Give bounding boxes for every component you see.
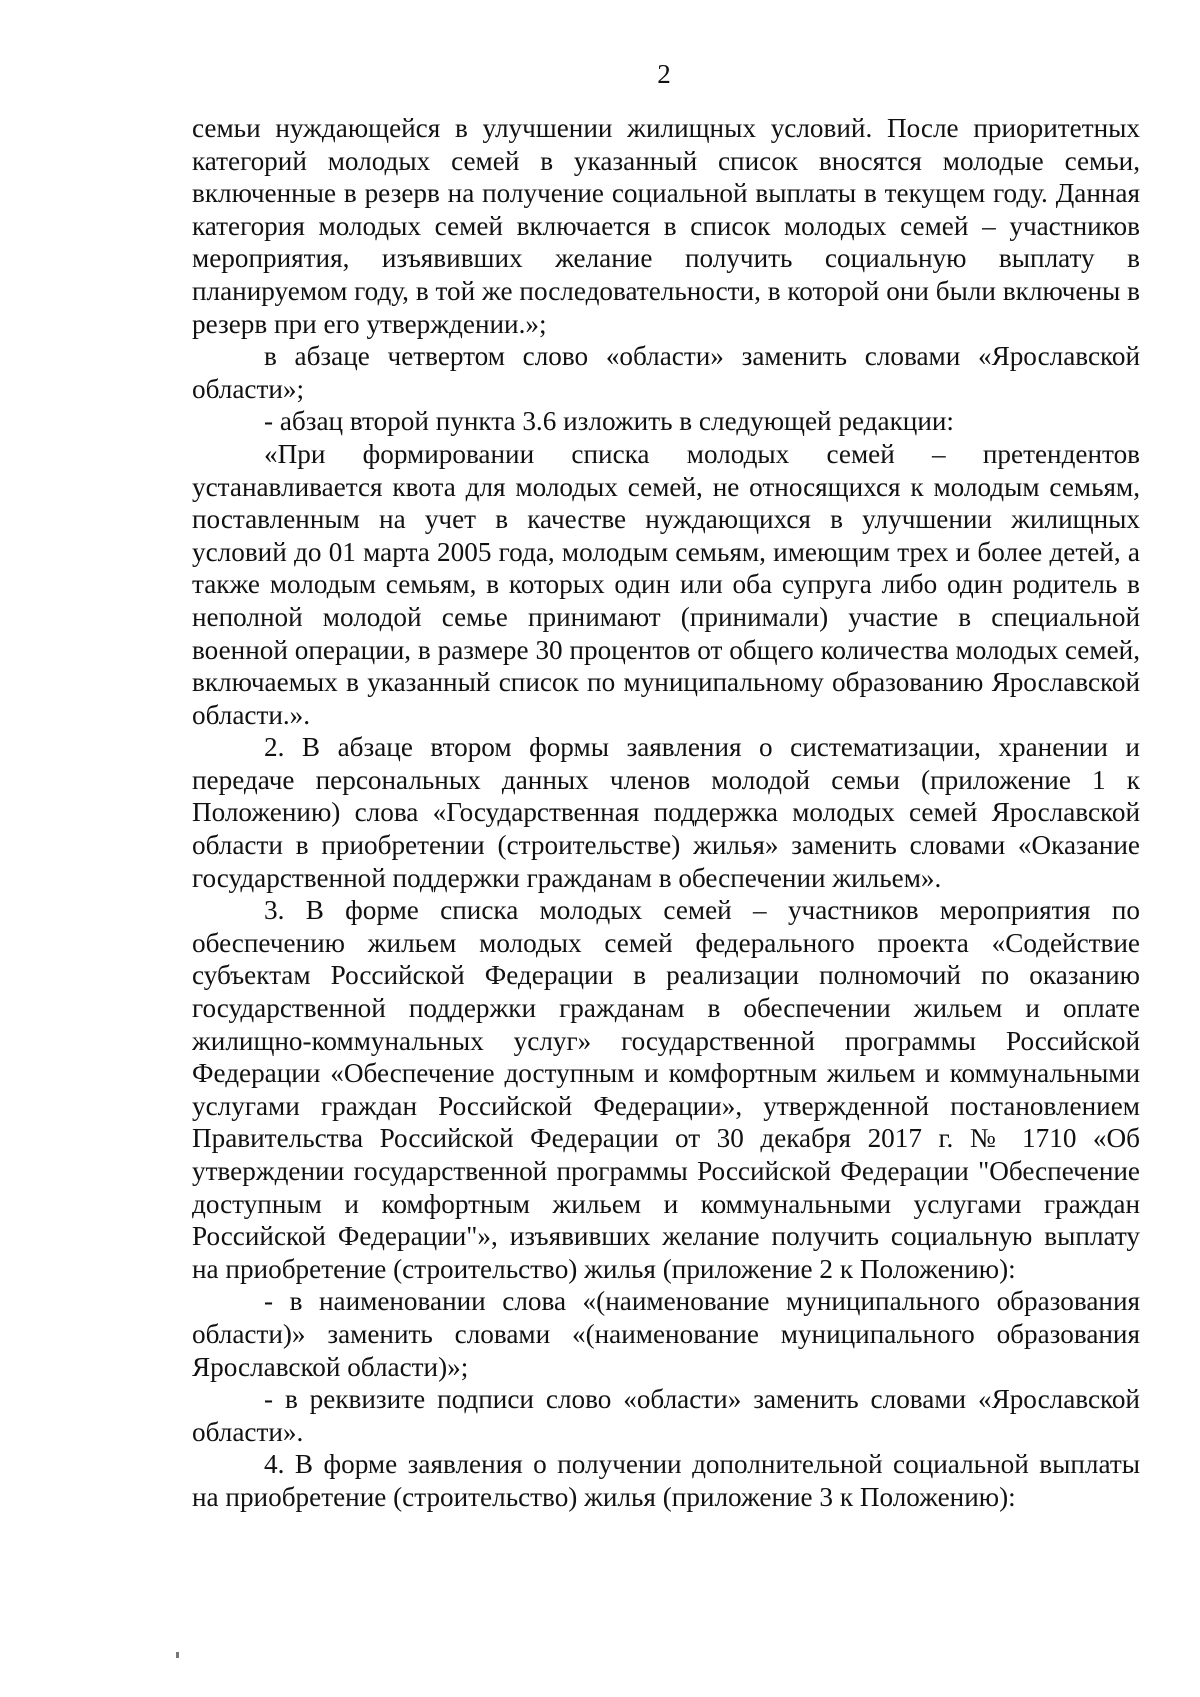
scan-mark [176, 1652, 179, 1658]
document-body [192, 112, 1140, 1514]
paragraph-continuation: семьи нуждающейся в улучшении жилищных условий. После приоритетных категорий молодых семей в указанный список вносятся молодые семьи, включенные в резерв на получение социальной выплаты в текущем году. Данная категория молодых семей включается в список молодых семей – участников мероприятия, изъявивших желание получить социальную выплату в планируемом году, в той же последовательности, в которой они были включены в резерв при его утверждении.»; [192, 113, 1140, 339]
paragraph-amendment-3-6: - абзац второй пункта 3.6 изложить в следующей редакции: [264, 406, 954, 437]
page-number: 2 [657, 59, 671, 89]
paragraph-amendment-4th-abzac: в абзаце четвертом слово «области» заменить словами «Ярославской области»; [192, 341, 1140, 404]
paragraph-item-4: 4. В форме заявления о получении дополнительной социальной выплаты на приобретение (строительство) жилья (приложение 3 к Положению): [192, 1449, 1140, 1512]
paragraph-item-3-naming: - в наименовании слова «(наименование муниципального образования области)» заменить словами «(наименование муниципального образования Ярославской области)»; [192, 1286, 1140, 1382]
paragraph-item-3-signature: - в реквизите подписи слово «области» заменить словами «Ярославской области». [192, 1384, 1140, 1447]
paragraph-item-3: 3. В форме списка молодых семей – участников мероприятия по обеспечению жильем молодых семей федерального проекта «Содействие субъектам Российской Федерации в реализации полномочий по оказанию государственной поддержки гражданам в обеспечении жильем и оплате жилищно-коммунальных услуг» государственной программы Российской Федерации «Обеспечение доступным и комфортным жильем и коммунальными услугами граждан Российской Федерации», утвержденной постановлением Правительства Российской Федерации от 30 декабря 2017 г. № 1710 «Об утверждении государственной программы Российской Федерации "Обеспечение доступным и комфортным жильем и коммунальными услугами граждан Российской Федерации"», изъявивших желание получить социальную выплату на приобретение (строительство) жилья (приложение 2 к Положению): [192, 895, 1140, 1284]
paragraph-quota-text: «При формировании списка молодых семей – претендентов устанавливается квота для молодых семей, не относящихся к молодым семьям, поставленным на учет в качестве нуждающихся в улучшении жилищных условий до 01 марта 2005 года, молодым семьям, имеющим трех и более детей, а также молодым семьям, в которых один или оба супруга либо один родитель в неполной молодой семье принимают (принимали) участие в специальной военной операции, в размере 30 процентов от общего количества молодых семей, включаемых в указанный список по муниципальному образованию Ярославской области.». [192, 438, 1140, 730]
paragraph-item-2: 2. В абзаце втором формы заявления о систематизации, хранении и передаче персональных данных членов молодой семьи (приложение 1 к Положению) слова «Государственная поддержка молодых семей Ярославской области в приобретении (строительстве) жилья» заменить словами «Оказание государственной поддержки гражданам в обеспечении жильем». [192, 732, 1140, 893]
